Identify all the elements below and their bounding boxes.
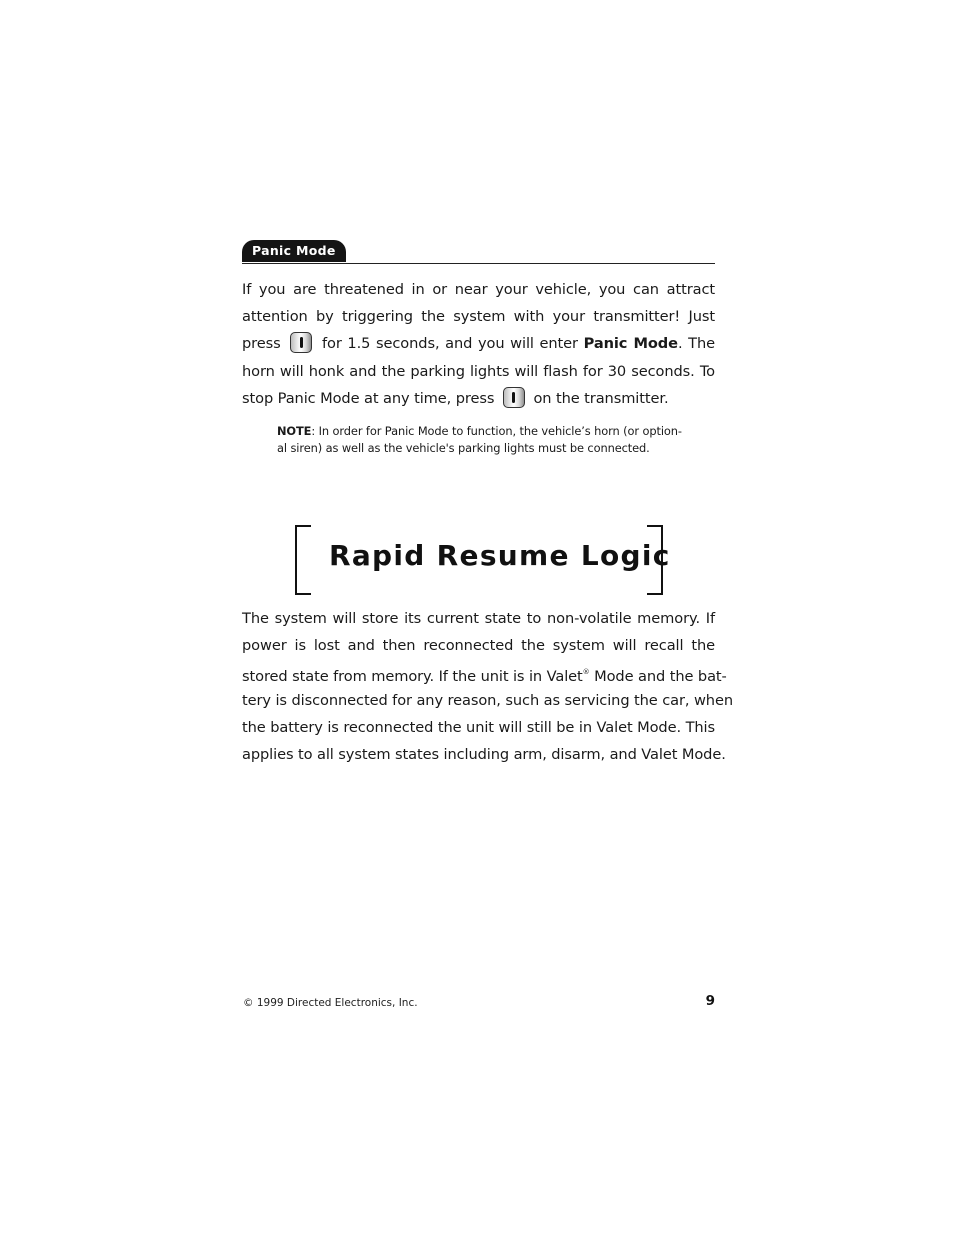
panic-line-3 — [242, 330, 715, 357]
rapid-line-4: tery is disconnected for any reason, such as servicing the car, when — [242, 691, 733, 709]
left-bracket — [295, 525, 311, 595]
copyright-footer: © 1999 Directed Electronics, Inc. — [243, 997, 418, 1009]
note-label: NOTE — [277, 424, 312, 438]
panic-press-text: press — [242, 335, 281, 353]
page-title: Rapid Resume Logic — [329, 539, 671, 572]
panic-stop-text: stop Panic Mode at any time, press — [242, 389, 495, 407]
panic-mode-paragraph — [242, 276, 715, 412]
rapid-resume-heading — [295, 525, 671, 594]
panic-mode-bold: Panic Mode — [583, 335, 678, 353]
rapid-line-1: The system will store its current state to non-volatile memory. If — [242, 610, 715, 627]
rapid-resume-paragraph — [242, 605, 733, 768]
panic-line-2: attention by triggering the system with your transmitter! Just — [242, 308, 715, 326]
right-bracket — [647, 525, 663, 595]
note-text-1: : In order for Panic Mode to function, the vehicle’s horn (or option- — [311, 424, 682, 438]
rapid-line-5: the battery is reconnected the unit will still be in Valet Mode. This — [242, 718, 715, 736]
rapid-battery-text: Mode and the bat- — [589, 668, 727, 686]
section-tab: Panic Mode — [242, 240, 346, 262]
registered-mark: ® — [582, 668, 590, 677]
page-number: 9 — [705, 993, 715, 1009]
rapid-line-3 — [242, 659, 727, 686]
panic-the-text: . The — [677, 335, 716, 353]
note-line-1 — [277, 423, 687, 440]
rapid-line-6: applies to all system states including arm, disarm, and Valet Mode. — [242, 745, 726, 763]
panic-line-4: horn will honk and the parking lights will flash for 30 seconds. To — [242, 362, 715, 380]
note-line-2: al siren) as well as the vehicle's parking lights must be connected. — [277, 441, 650, 455]
panic-note — [277, 423, 687, 457]
panic-line-5 — [242, 385, 715, 412]
panic-line-1: If you are threatened in or near your vehicle, you can attract — [242, 281, 715, 298]
rapid-line-2: power is lost and then reconnected the system will recall the — [242, 637, 715, 655]
section-header-panic-mode — [242, 240, 715, 264]
transmitter-button-icon — [290, 332, 312, 353]
panic-transmitter-text: on the transmitter. — [533, 389, 669, 407]
panic-duration-text: for 1.5 seconds, and you will enter — [321, 335, 578, 353]
rapid-valet-text: stored state from memory. If the unit is in Valet — [242, 668, 583, 686]
transmitter-button-icon — [503, 387, 525, 408]
